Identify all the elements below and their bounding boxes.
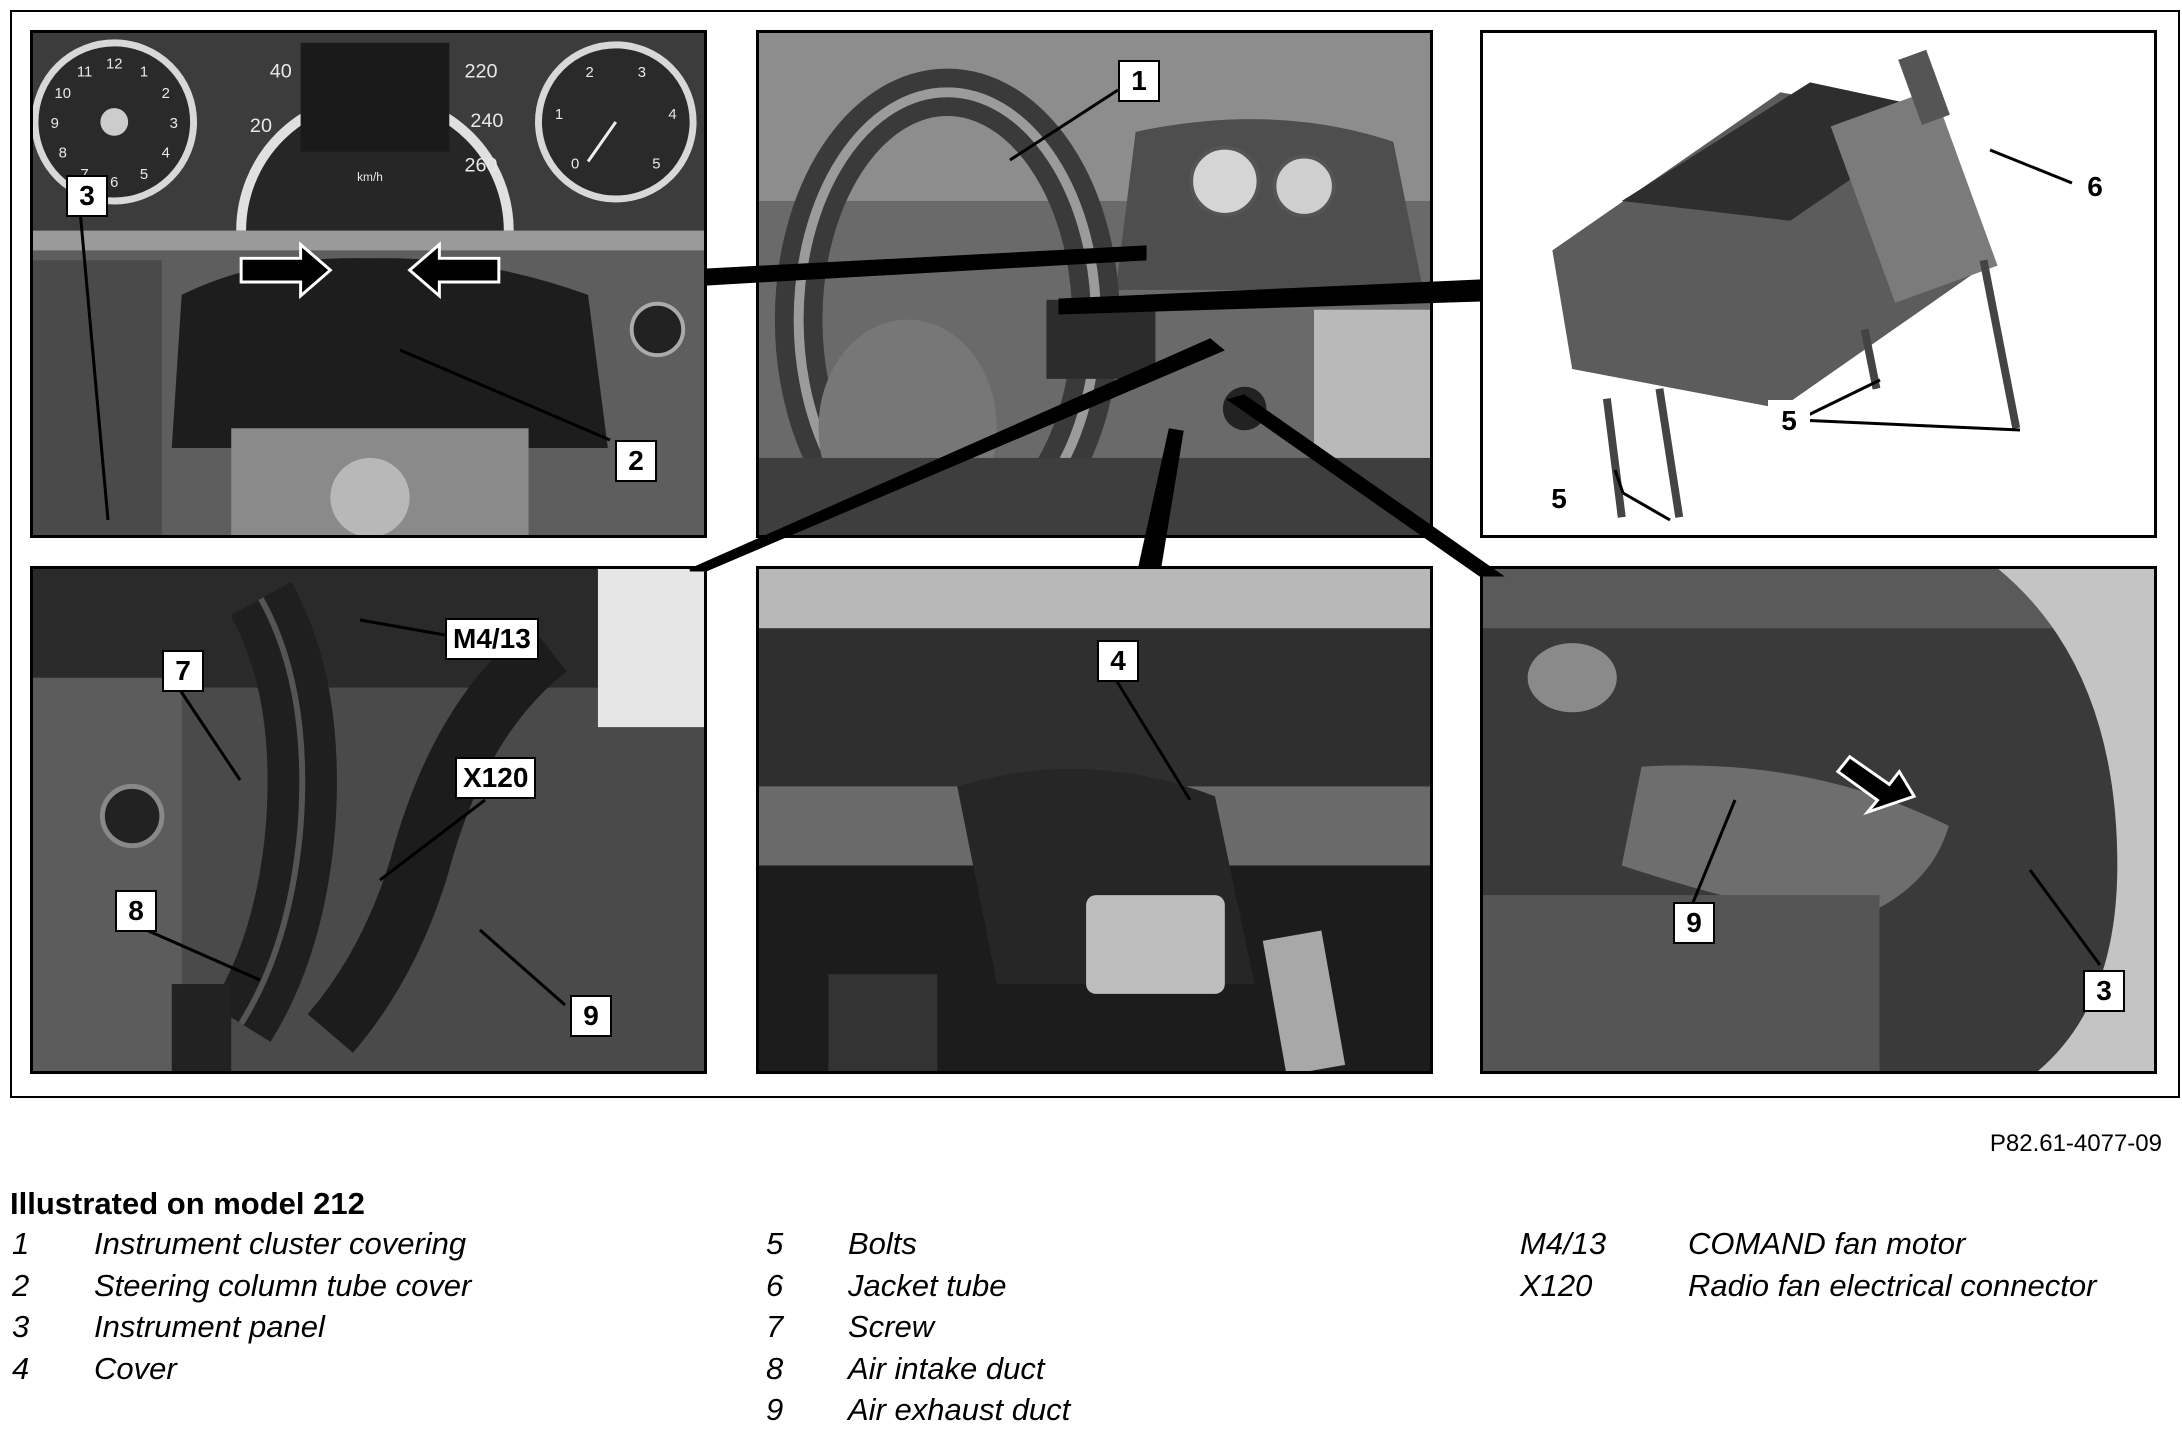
legend-item	[766, 1309, 1070, 1351]
gauge-numeral: 2	[161, 86, 170, 103]
legend-key: 7	[766, 1309, 784, 1344]
legend-key: 6	[766, 1267, 784, 1303]
callout-label: 9	[570, 995, 612, 1037]
photo-panel-steering-column	[1480, 30, 2157, 538]
photo-panel-footwell	[756, 566, 1433, 1074]
legend-text: Air intake duct	[848, 1350, 1045, 1386]
gauge-numeral: 1	[139, 64, 149, 81]
callout-label: 5	[1538, 478, 1580, 520]
gauge-numeral: 4	[161, 145, 170, 162]
legend-item	[766, 1351, 1070, 1393]
gauge-numeral: 5	[652, 156, 661, 173]
legend-item	[12, 1309, 471, 1351]
callout-label: X120	[455, 757, 536, 799]
legend-key: 2	[12, 1267, 30, 1303]
gauge-numeral: 4	[668, 106, 677, 123]
legend-item	[12, 1226, 471, 1268]
gauge-numeral: 11	[76, 64, 93, 81]
legend-text: COMAND fan motor	[1688, 1226, 1966, 1261]
legend-item	[1520, 1226, 2096, 1268]
gauge-numeral: 3	[169, 115, 178, 132]
callout-label: 6	[2074, 166, 2116, 208]
legend-item	[12, 1268, 471, 1310]
callout-label: 1	[1118, 60, 1160, 102]
speed-unit: km/h	[357, 170, 383, 185]
legend-text: Instrument panel	[94, 1309, 325, 1344]
legend-key: 5	[766, 1226, 784, 1261]
gauge-numeral: 12	[106, 56, 123, 73]
speed-numeral: 220	[464, 60, 498, 83]
gauge-numeral: 6	[110, 175, 119, 192]
legend-column-2	[766, 1226, 1070, 1434]
gauge-numeral: 5	[139, 167, 149, 184]
legend-text: Cover	[94, 1350, 177, 1386]
legend-key: 8	[766, 1350, 784, 1386]
legend-text: Air exhaust duct	[848, 1392, 1071, 1427]
legend-item	[12, 1351, 471, 1393]
legend-column-1	[12, 1226, 471, 1392]
legend-item	[766, 1392, 1070, 1434]
callout-label: 7	[162, 650, 204, 692]
legend-text: Radio fan electrical connector	[1688, 1267, 2097, 1303]
photo-panel-cockpit	[756, 30, 1433, 538]
legend-text: Jacket tube	[848, 1267, 1007, 1303]
speed-numeral: 260	[464, 154, 498, 177]
gauge-numeral: 2	[585, 64, 594, 81]
legend-key: 4	[12, 1350, 30, 1386]
callout-label: 3	[66, 175, 108, 217]
gauge-numeral: 0	[571, 156, 580, 173]
legend-key: 1	[12, 1226, 30, 1261]
gauge-numeral: 9	[50, 115, 59, 132]
speed-numeral: 240	[470, 109, 504, 132]
callout-label: 2	[615, 440, 657, 482]
legend-key: X120	[1520, 1267, 1593, 1303]
legend-key: M4/13	[1520, 1226, 1607, 1261]
legend-text: Instrument cluster covering	[94, 1226, 467, 1261]
legend-item	[766, 1226, 1070, 1268]
photo-panel-panel-end	[1480, 566, 2157, 1074]
legend-key: 9	[766, 1392, 784, 1427]
callout-label: 9	[1673, 902, 1715, 944]
legend-column-3	[1520, 1226, 2096, 1309]
legend-text: Steering column tube cover	[94, 1267, 472, 1303]
speed-numeral: 40	[269, 60, 292, 83]
legend-heading: Illustrated on model 212	[10, 1186, 365, 1221]
legend-text: Bolts	[848, 1226, 917, 1261]
legend-text: Screw	[848, 1309, 935, 1344]
photo-panel-cluster-cover	[30, 30, 707, 538]
legend-item	[1520, 1268, 2096, 1310]
gauge-numeral: 3	[637, 64, 647, 81]
callout-label: 5	[1768, 400, 1810, 442]
figure-reference: P82.61-4077-09	[1989, 1130, 2162, 1157]
callout-label: 4	[1097, 640, 1139, 682]
legend-item	[766, 1268, 1070, 1310]
gauge-numeral: 1	[554, 106, 564, 123]
legend-key: 3	[12, 1309, 30, 1344]
gauge-numeral: 8	[58, 145, 67, 162]
speed-numeral: 20	[249, 114, 272, 137]
callout-label: M4/13	[445, 618, 539, 660]
callout-label: 8	[115, 890, 157, 932]
callout-label: 3	[2083, 970, 2125, 1012]
gauge-numeral: 10	[54, 86, 72, 103]
